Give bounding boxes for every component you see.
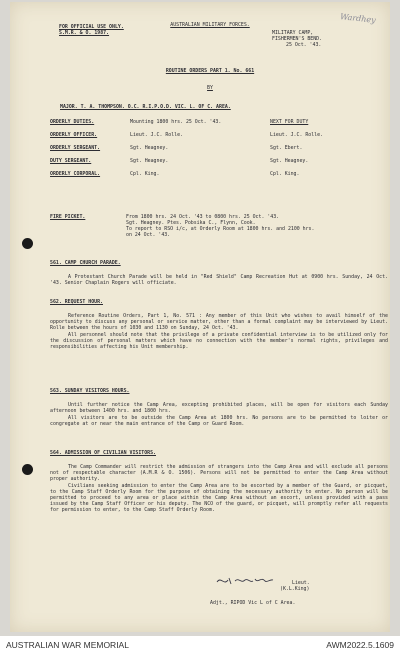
by-line: BY <box>207 85 213 91</box>
duty-role: DUTY SERGEANT. <box>50 158 92 164</box>
duty-role: ORDERLY DUTIES. <box>50 119 95 125</box>
duty-next: Sgt. Ebert. <box>270 145 303 151</box>
fire-picket-body <box>126 214 384 238</box>
orders-title: ROUTINE ORDERS PART 1. No. 661 <box>165 68 255 74</box>
punch-hole-bottom <box>22 464 33 475</box>
archive-reference: AWM2022.5.1609 <box>326 640 394 650</box>
section-body <box>50 402 388 427</box>
duty-next: Cpl. King. <box>270 171 300 177</box>
fire-picket-label: FIRE PICKET. <box>50 214 86 220</box>
section-body <box>50 464 388 513</box>
duty-next: Sgt. Heagney. <box>270 158 309 164</box>
duty-role: ORDERLY CORPORAL. <box>50 171 101 177</box>
section-heading: 563. SUNDAY VISITORS HOURS. <box>50 388 130 394</box>
section-heading: 561. CAMP CHURCH PARADE. <box>50 260 121 266</box>
archive-name: AUSTRALIAN WAR MEMORIAL <box>6 640 129 650</box>
handwritten-signature <box>215 572 275 588</box>
handwritten-corner-note: Wardhey <box>340 12 377 25</box>
document-page <box>10 2 390 632</box>
section-body <box>50 274 388 287</box>
duty-current: Lieut. J.C. Rolle. <box>130 132 183 138</box>
official-use-block <box>59 24 124 36</box>
section-paragraph: Reference Routine Orders, Part 1, No. 571 : Any member of this Unit who wishes to avail himself of the opportunity to discuss any personal or service matter, other than a formal complaint may be interviewed by Lieut. Rolle between the hours of 1030 and 1130 on Sunday, 24 Oct. '43. <box>50 313 388 331</box>
fire-picket-line: From 1800 hrs. 24 Oct. '43 to 0800 hrs. 25 Oct. '43. <box>126 214 280 220</box>
duty-current: Cpl. King. <box>130 171 160 177</box>
section-paragraph: All visitors are to be outside the Camp Area at 1800 hrs. No persons are to be permitted to loiter or congregate at or near the main entrance of the Camp or Guard Room. <box>50 414 388 427</box>
regulation-ref-line: S.M.R. & O. 1987. <box>59 30 110 36</box>
section-paragraph: Until further notice the Camp Area, excepting prohibited places, will be open for visitors each Sunday afternoon between 1400 hrs. and 1800 hrs. <box>50 402 388 414</box>
signature-name: (K.L.King) <box>280 586 310 592</box>
archive-footer <box>0 636 400 653</box>
org-name: AUSTRALIAN MILITARY FORCES. <box>170 22 250 28</box>
fire-picket-line: To report to RSO i/c, at Orderly Room at 1800 hrs. and 2100 hrs. <box>126 226 315 232</box>
duty-current: Sgt. Heagney. <box>130 158 169 164</box>
section-heading: 562. REQUEST HOUR. <box>50 299 103 305</box>
camp-line-1: MILITARY CAMP, <box>272 30 314 36</box>
duty-current: Sgt. Heagney. <box>130 145 169 151</box>
signature-rank: Lieut. <box>292 580 310 586</box>
fire-picket-line: Sgt. Heagney. Ptes. Pobsika C., Flynn, Cook. <box>126 220 256 226</box>
issuing-officer: MAJOR. T. A. THOMPSON. O.C. R.I.P.O.D. VIC. L. OF C. AREA. <box>60 104 231 110</box>
camp-address-block <box>272 30 322 48</box>
fire-picket-line: on 24 Oct. '43. <box>126 232 171 238</box>
section-paragraph: The Camp Commander will restrict the admission of strangers into the Camp Area and will exclude all persons not of respectable character (A.M.R & O. 1506). Persons will not be permitted to enter the Camp Area without proper authority. <box>50 464 388 482</box>
official-use-line: FOR OFFICIAL USE ONLY. <box>59 24 124 30</box>
camp-line-2: FISHERMEN'S BEND. <box>272 36 323 42</box>
duty-role: ORDERLY OFFICER. <box>50 132 98 138</box>
duty-row <box>50 120 380 133</box>
section-paragraph: Civilians seeking admission to enter the Camp Area are to be escorted by a member of the Guard, or picquet, to the Camp Staff Orderly Room for the purpose of obtaining the necessary authority to enter. No person will be permitted to proceed to any area or place within the Camp Area without an escort, unless provided with a pass issued by the Camp Staff Officer or his deputy. The NCO of the guard, or picquet, will promptly refer all requests for permission to enter, to the Camp Staff Orderly Room. <box>50 482 388 513</box>
signature-title: Adjt., RIPOD Vic L of C Area. <box>210 600 296 606</box>
signature-block <box>272 580 310 592</box>
duty-row <box>50 172 380 185</box>
duty-role: ORDERLY SERGEANT. <box>50 145 101 151</box>
duty-roster-table <box>50 120 380 185</box>
duty-next-header: NEXT FOR DUTY <box>270 119 309 125</box>
section-paragraph: All personnel should note that the privilege of a private confidential interview is to be utilized only for the discussion of personal matters which have no connection with the member's normal rights, privileges and responsibilities affecting his Unit membership. <box>50 331 388 350</box>
section-heading: 564. ADMISSION OF CIVILIAN VISITORS. <box>50 450 156 456</box>
duty-row <box>50 146 380 159</box>
duty-current-header: Mounting 1800 hrs. 25 Oct. '43. <box>130 119 222 125</box>
section-body <box>50 313 388 350</box>
punch-hole-top <box>22 238 33 249</box>
camp-date: 25 Oct. '43. <box>286 42 322 48</box>
section-paragraph: A Protestant Church Parade will be held in "Red Shield" Camp Recreation Hut at 0900 hrs. Sunday, 24 Oct. '43. Senior Chaplain Rogers will officiate. <box>50 274 388 286</box>
duty-next: Lieut. J.C. Rolle. <box>270 132 323 138</box>
